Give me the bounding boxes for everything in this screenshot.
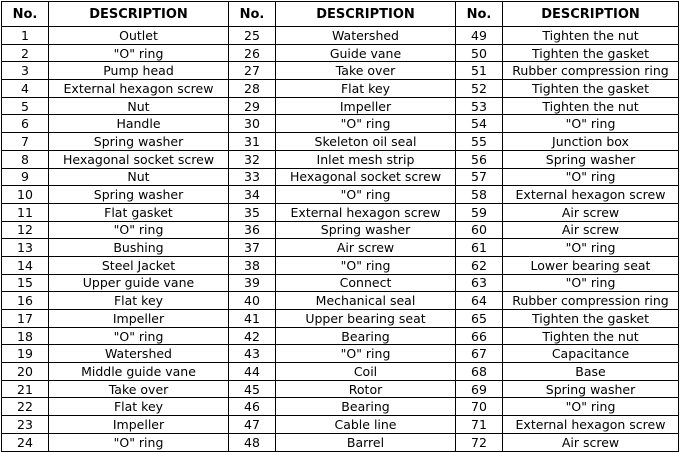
part-description: Tighten the nut — [503, 27, 679, 45]
part-number: 20 — [2, 363, 49, 381]
part-description: Bushing — [49, 239, 229, 257]
part-description: Spring washer — [503, 150, 679, 168]
table-row — [2, 433, 679, 451]
part-description: Hexagonal socket screw — [49, 150, 229, 168]
part-number: 17 — [2, 310, 49, 328]
part-number: 68 — [456, 363, 503, 381]
part-number: 36 — [229, 221, 276, 239]
table-row — [2, 133, 679, 151]
table-row — [2, 168, 679, 186]
part-number: 55 — [456, 133, 503, 151]
part-description: Air screw — [503, 433, 679, 451]
part-description: Hexagonal socket screw — [276, 168, 456, 186]
part-description: "O" ring — [49, 44, 229, 62]
part-number: 42 — [229, 327, 276, 345]
part-number: 34 — [229, 186, 276, 204]
part-description: "O" ring — [49, 221, 229, 239]
table-row — [2, 416, 679, 434]
part-description: Base — [503, 363, 679, 381]
part-description: "O" ring — [276, 186, 456, 204]
part-number: 40 — [229, 292, 276, 310]
part-description: Middle guide vane — [49, 363, 229, 381]
part-description: Tighten the gasket — [503, 80, 679, 98]
header-description-1: DESCRIPTION — [49, 2, 229, 27]
part-number: 41 — [229, 310, 276, 328]
part-description: Flat key — [49, 292, 229, 310]
part-number: 12 — [2, 221, 49, 239]
part-description: Spring washer — [49, 186, 229, 204]
part-number: 11 — [2, 203, 49, 221]
part-description: Impeller — [49, 310, 229, 328]
table-row — [2, 186, 679, 204]
part-description: Rubber compression ring — [503, 292, 679, 310]
part-description: Flat gasket — [49, 203, 229, 221]
part-description: Take over — [276, 62, 456, 80]
part-description: Skeleton oil seal — [276, 133, 456, 151]
part-description: Inlet mesh strip — [276, 150, 456, 168]
table-row — [2, 97, 679, 115]
part-description: External hexagon screw — [276, 203, 456, 221]
part-description: "O" ring — [276, 115, 456, 133]
part-description: Lower bearing seat — [503, 256, 679, 274]
part-number: 19 — [2, 345, 49, 363]
table-row — [2, 221, 679, 239]
part-description: External hexagon screw — [503, 416, 679, 434]
part-number: 48 — [229, 433, 276, 451]
part-number: 56 — [456, 150, 503, 168]
part-description: Spring washer — [276, 221, 456, 239]
table-row — [2, 80, 679, 98]
part-number: 1 — [2, 27, 49, 45]
table-row — [2, 292, 679, 310]
part-number: 62 — [456, 256, 503, 274]
part-number: 4 — [2, 80, 49, 98]
part-number: 16 — [2, 292, 49, 310]
part-number: 63 — [456, 274, 503, 292]
part-number: 31 — [229, 133, 276, 151]
table-row — [2, 62, 679, 80]
part-description: Flat key — [276, 80, 456, 98]
part-description: Pump head — [49, 62, 229, 80]
part-description: Take over — [49, 380, 229, 398]
part-description: Upper bearing seat — [276, 310, 456, 328]
part-number: 53 — [456, 97, 503, 115]
part-number: 70 — [456, 398, 503, 416]
part-description: Outlet — [49, 27, 229, 45]
part-number: 14 — [2, 256, 49, 274]
part-description: Air screw — [503, 221, 679, 239]
part-number: 71 — [456, 416, 503, 434]
part-number: 54 — [456, 115, 503, 133]
table-row — [2, 380, 679, 398]
part-description: "O" ring — [49, 327, 229, 345]
part-description: Barrel — [276, 433, 456, 451]
part-number: 57 — [456, 168, 503, 186]
part-number: 35 — [229, 203, 276, 221]
part-description: Watershed — [276, 27, 456, 45]
part-description: "O" ring — [503, 168, 679, 186]
part-number: 7 — [2, 133, 49, 151]
part-number: 30 — [229, 115, 276, 133]
part-number: 51 — [456, 62, 503, 80]
part-description: Capacitance — [503, 345, 679, 363]
table-row — [2, 310, 679, 328]
part-number: 26 — [229, 44, 276, 62]
part-number: 28 — [229, 80, 276, 98]
part-number: 47 — [229, 416, 276, 434]
part-number: 32 — [229, 150, 276, 168]
part-description: Air screw — [276, 239, 456, 257]
part-number: 10 — [2, 186, 49, 204]
part-number: 59 — [456, 203, 503, 221]
part-number: 33 — [229, 168, 276, 186]
part-number: 6 — [2, 115, 49, 133]
part-description: "O" ring — [503, 398, 679, 416]
part-description: Guide vane — [276, 44, 456, 62]
part-number: 52 — [456, 80, 503, 98]
part-number: 13 — [2, 239, 49, 257]
part-description: Tighten the nut — [503, 97, 679, 115]
header-no-1: No. — [2, 2, 49, 27]
part-description: Bearing — [276, 327, 456, 345]
part-description: Rotor — [276, 380, 456, 398]
part-number: 3 — [2, 62, 49, 80]
part-number: 50 — [456, 44, 503, 62]
table-row — [2, 345, 679, 363]
part-description: Junction box — [503, 133, 679, 151]
part-number: 43 — [229, 345, 276, 363]
part-number: 9 — [2, 168, 49, 186]
part-number: 15 — [2, 274, 49, 292]
part-number: 29 — [229, 97, 276, 115]
part-description: Spring washer — [503, 380, 679, 398]
part-number: 27 — [229, 62, 276, 80]
header-description-2: DESCRIPTION — [276, 2, 456, 27]
part-description: "O" ring — [276, 345, 456, 363]
part-number: 8 — [2, 150, 49, 168]
part-description: Flat key — [49, 398, 229, 416]
part-description: Connect — [276, 274, 456, 292]
part-number: 2 — [2, 44, 49, 62]
table-row — [2, 398, 679, 416]
part-description: Upper guide vane — [49, 274, 229, 292]
part-description: Rubber compression ring — [503, 62, 679, 80]
part-number: 5 — [2, 97, 49, 115]
table-row — [2, 363, 679, 381]
part-description: Mechanical seal — [276, 292, 456, 310]
part-description: Steel Jacket — [49, 256, 229, 274]
table-row — [2, 274, 679, 292]
table-row — [2, 27, 679, 45]
header-no-3: No. — [456, 2, 503, 27]
part-number: 25 — [229, 27, 276, 45]
part-description: "O" ring — [503, 239, 679, 257]
part-number: 37 — [229, 239, 276, 257]
part-number: 69 — [456, 380, 503, 398]
part-description: Nut — [49, 97, 229, 115]
table-row — [2, 150, 679, 168]
part-number: 21 — [2, 380, 49, 398]
table-row — [2, 327, 679, 345]
part-number: 66 — [456, 327, 503, 345]
part-number: 72 — [456, 433, 503, 451]
part-description: Tighten the gasket — [503, 44, 679, 62]
table-row — [2, 44, 679, 62]
part-description: Cable line — [276, 416, 456, 434]
part-number: 38 — [229, 256, 276, 274]
part-description: External hexagon screw — [503, 186, 679, 204]
header-no-2: No. — [229, 2, 276, 27]
part-description: "O" ring — [503, 274, 679, 292]
table-row — [2, 256, 679, 274]
part-description: Coil — [276, 363, 456, 381]
part-description: External hexagon screw — [49, 80, 229, 98]
part-number: 44 — [229, 363, 276, 381]
part-description: Impeller — [276, 97, 456, 115]
part-number: 39 — [229, 274, 276, 292]
part-description: "O" ring — [276, 256, 456, 274]
part-description: Nut — [49, 168, 229, 186]
table-row — [2, 203, 679, 221]
table-row — [2, 115, 679, 133]
part-number: 64 — [456, 292, 503, 310]
part-number: 18 — [2, 327, 49, 345]
part-description: "O" ring — [49, 433, 229, 451]
part-number: 61 — [456, 239, 503, 257]
part-description: Tighten the nut — [503, 327, 679, 345]
part-description: Handle — [49, 115, 229, 133]
header-row — [2, 2, 679, 27]
table-row — [2, 239, 679, 257]
part-description: "O" ring — [503, 115, 679, 133]
parts-table — [1, 1, 679, 452]
part-number: 58 — [456, 186, 503, 204]
part-description: Tighten the gasket — [503, 310, 679, 328]
header-description-3: DESCRIPTION — [503, 2, 679, 27]
part-number: 67 — [456, 345, 503, 363]
part-number: 65 — [456, 310, 503, 328]
part-description: Bearing — [276, 398, 456, 416]
part-number: 49 — [456, 27, 503, 45]
part-description: Watershed — [49, 345, 229, 363]
part-description: Air screw — [503, 203, 679, 221]
part-description: Spring washer — [49, 133, 229, 151]
part-number: 23 — [2, 416, 49, 434]
part-number: 22 — [2, 398, 49, 416]
part-number: 60 — [456, 221, 503, 239]
part-number: 46 — [229, 398, 276, 416]
part-number: 24 — [2, 433, 49, 451]
part-number: 45 — [229, 380, 276, 398]
part-description: Impeller — [49, 416, 229, 434]
